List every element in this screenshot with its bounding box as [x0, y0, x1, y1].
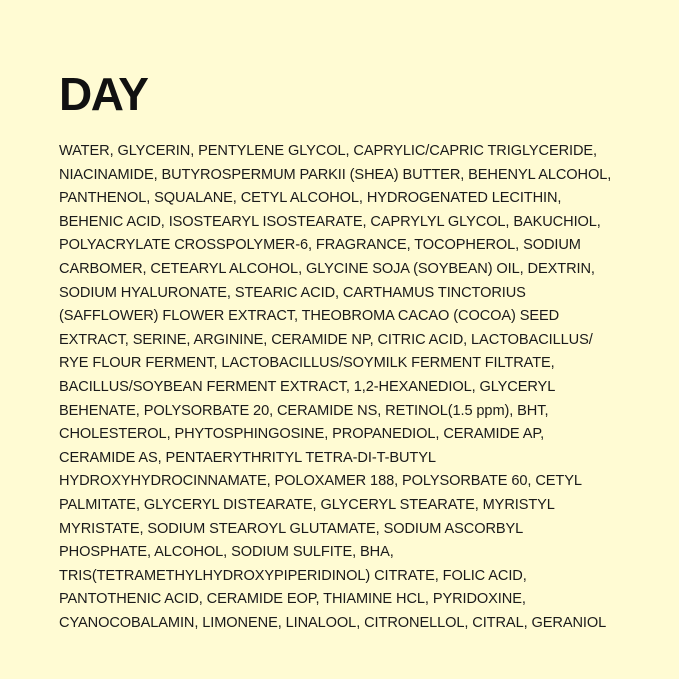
ingredient-line: CARBOMER, CETEARYL ALCOHOL, GLYCINE SOJA (SOYBEAN) OIL, DEXTRIN, [59, 260, 595, 277]
ingredient-line: RYE FLOUR FERMENT, LACTOBACILLUS/SOYMILK FERMENT FILTRATE, [59, 355, 555, 372]
ingredient-line: PALMITATE, GLYCERYL DISTEARATE, GLYCERYL STEARATE, MYRISTYL [59, 496, 555, 513]
ingredient-line: MYRISTATE, SODIUM STEAROYL GLUTAMATE, SODIUM ASCORBYL [59, 520, 524, 537]
ingredient-line: NIACINAMIDE, BUTYROSPERMUM PARKII (SHEA) BUTTER, BEHENYL ALCOHOL, [59, 166, 612, 183]
ingredient-line: PANTOTHENIC ACID, CERAMIDE EOP, THIAMINE HCL, PYRIDOXINE, [59, 591, 526, 608]
ingredient-line: HYDROXYHYDROCINNAMATE, POLOXAMER 188, POLYSORBATE 60, CETYL [59, 473, 582, 490]
ingredient-line: CHOLESTEROL, PHYTOSPHINGOSINE, PROPANEDIOL, CERAMIDE AP, [59, 426, 545, 443]
ingredient-line: SODIUM HYALURONATE, STEARIC ACID, CARTHAMUS TINCTORIUS [59, 284, 526, 301]
ingredient-line: BACILLUS/SOYBEAN FERMENT EXTRACT, 1,2-HEXANEDIOL, GLYCERYL [59, 378, 556, 395]
ingredient-line: TRIS(TETRAMETHYLHYDROXYPIPERIDINOL) CITRATE, FOLIC ACID, [59, 567, 527, 584]
page-title: DAY [59, 68, 148, 120]
ingredient-list [59, 140, 659, 635]
ingredient-line: EXTRACT, SERINE, ARGININE, CERAMIDE NP, CITRIC ACID, LACTOBACILLUS/ [59, 331, 593, 348]
ingredient-line: CYANOCOBALAMIN, LIMONENE, LINALOOL, CITRONELLOL, CITRAL, GERANIOL [59, 614, 607, 631]
ingredient-line: WATER, GLYCERIN, PENTYLENE GLYCOL, CAPRYLIC/CAPRIC TRIGLYCERIDE, [59, 143, 598, 159]
ingredient-line: POLYACRYLATE CROSSPOLYMER-6, FRAGRANCE, TOCOPHEROL, SODIUM [59, 237, 581, 254]
ingredient-line: BEHENIC ACID, ISOSTEARYL ISOSTEARATE, CAPRYLYL GLYCOL, BAKUCHIOL, [59, 213, 601, 230]
ingredient-line: PHOSPHATE, ALCOHOL, SODIUM SULFITE, BHA, [59, 544, 394, 561]
ingredient-line: (SAFFLOWER) FLOWER EXTRACT, THEOBROMA CACAO (COCOA) SEED [59, 308, 560, 325]
ingredient-line: CERAMIDE AS, PENTAERYTHRITYL TETRA-DI-T-BUTYL [59, 449, 436, 466]
ingredient-line: PANTHENOL, SQUALANE, CETYL ALCOHOL, HYDROGENATED LECITHIN, [59, 190, 562, 207]
ingredient-line: BEHENATE, POLYSORBATE 20, CERAMIDE NS, RETINOL(1.5 ppm), BHT, [59, 402, 549, 419]
